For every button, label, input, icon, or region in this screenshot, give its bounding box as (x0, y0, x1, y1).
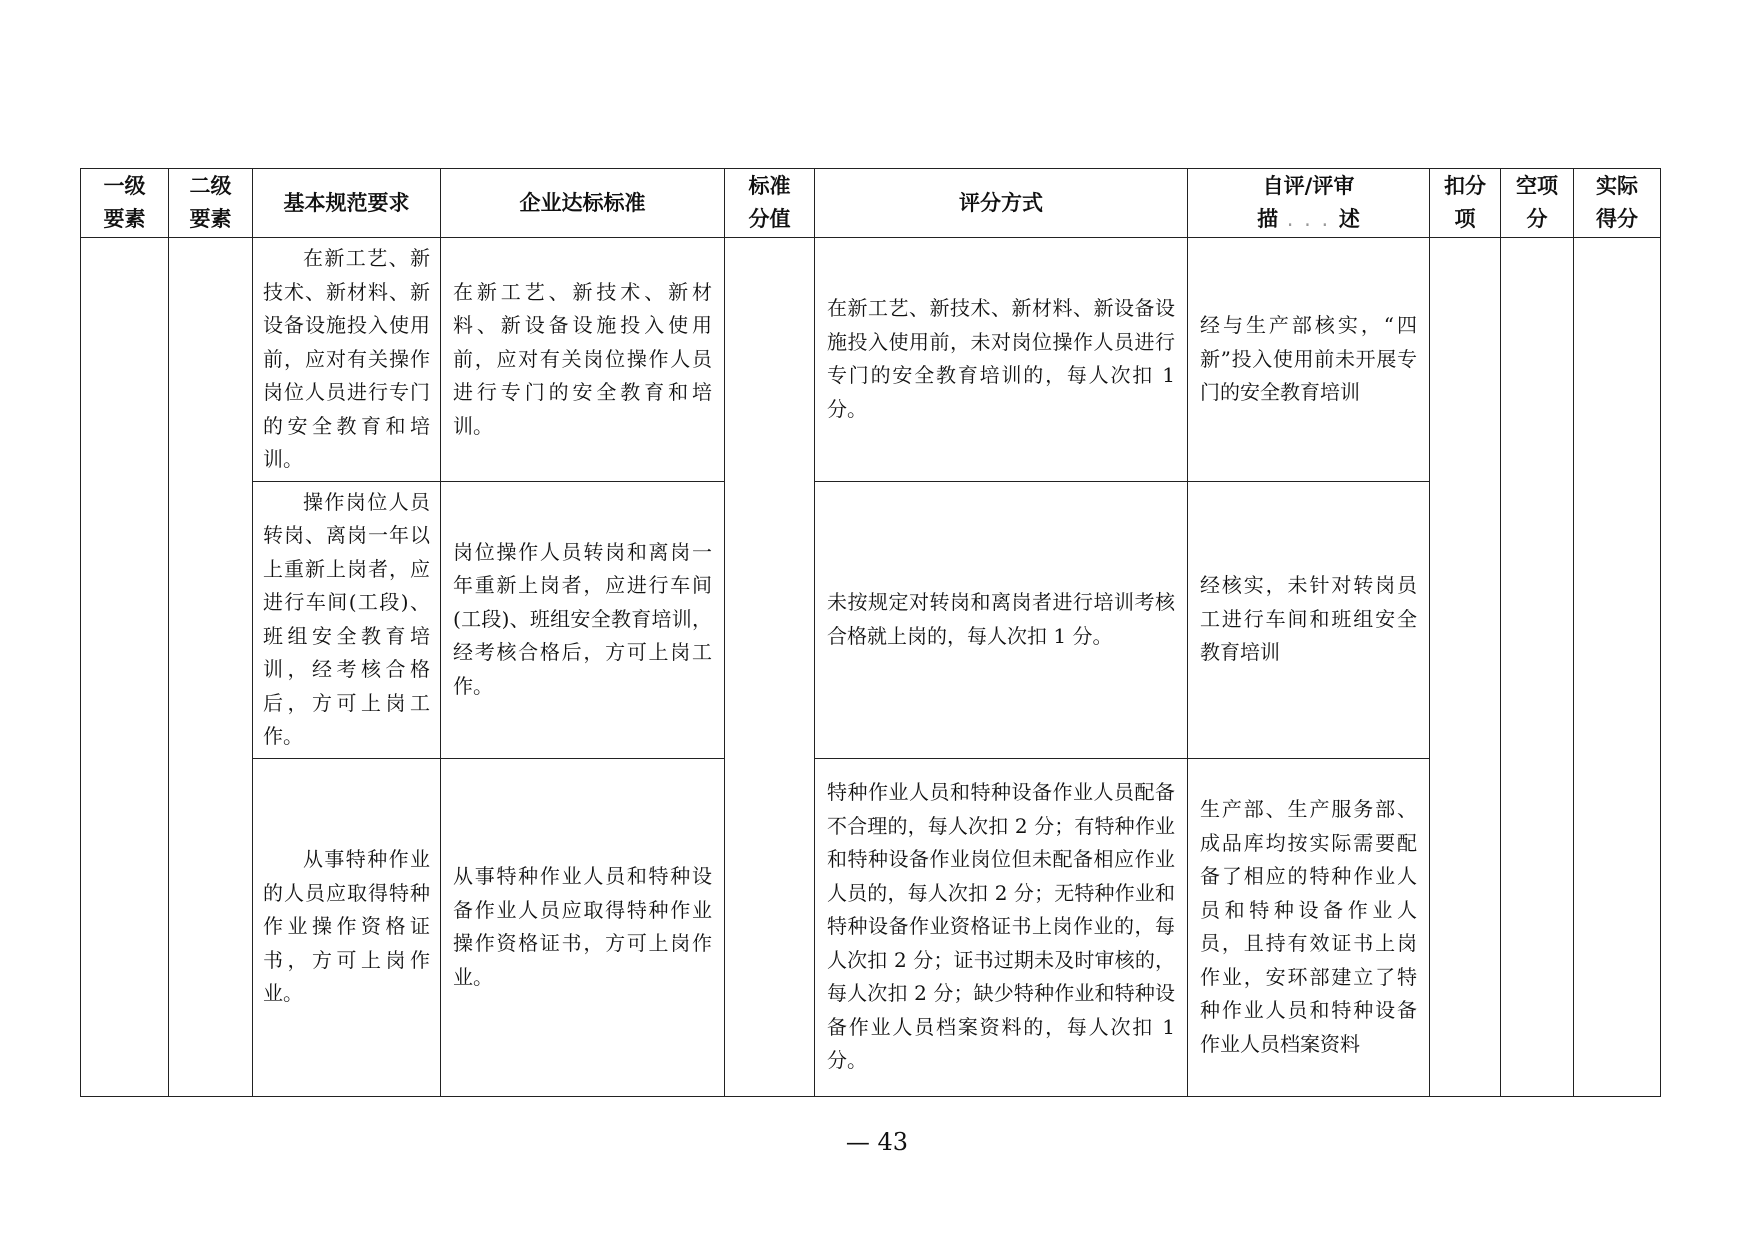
header-actual-score: 实际 得分 (1574, 169, 1661, 238)
header-deduction-item: 扣分 项 (1430, 169, 1501, 238)
header-score-value: 标准 分值 (725, 169, 815, 238)
basic-requirement-cell: 从事特种作业的人员应取得特种作业操作资格证书，方可上岗作业。 (253, 758, 441, 1096)
scoring-method-cell: 特种作业人员和特种设备作业人员配备不合理的，每人次扣 2 分；有特种作业和特种设备作业岗位但未配备相应作业人员的，每人次扣 2 分；无特种作业和特种设备作业资格证书上岗作业的，每人次扣 2 分；证书过期未及时审核的，每人次扣 2 分；缺少特种作业和特种设备作业人员档案资料的，每人次扣 1 分。 (815, 758, 1188, 1096)
table-row (81, 481, 1661, 758)
table-row (81, 238, 1661, 482)
header-enterprise-standard: 企业达标标准 (441, 169, 725, 238)
deduction-item-cell (1430, 238, 1501, 1097)
header-level2-element: 二级 要素 (169, 169, 253, 238)
table-header-row (81, 169, 1661, 238)
table-row (81, 758, 1661, 1096)
level1-element-cell (81, 238, 169, 1097)
evaluation-table (80, 168, 1661, 1097)
basic-requirement-cell: 在新工艺、新技术、新材料、新设备设施投入使用前，应对有关操作岗位人员进行专门的安全教育和培训。 (253, 238, 441, 482)
self-evaluation-cell: 经核实，未针对转岗员工进行车间和班组安全教育培训 (1188, 481, 1430, 758)
enterprise-standard-cell: 在新工艺、新技术、新材料、新设备设施投入使用前，应对有关岗位操作人员进行专门的安全教育和培训。 (441, 238, 725, 482)
header-scoring-method: 评分方式 (815, 169, 1188, 238)
enterprise-standard-cell: 岗位操作人员转岗和离岗一年重新上岗者，应进行车间(工段)、班组安全教育培训，经考核合格后，方可上岗工作。 (441, 481, 725, 758)
basic-requirement-cell: 操作岗位人员转岗、离岗一年以上重新上岗者，应进行车间(工段)、班组安全教育培训，经考核合格后，方可上岗工作。 (253, 481, 441, 758)
level2-element-cell (169, 238, 253, 1097)
header-self-evaluation: 自评/评审 描 . . . 述 (1188, 169, 1430, 238)
page-number: — 43 (845, 1128, 909, 1156)
enterprise-standard-cell: 从事特种作业人员和特种设备作业人员应取得特种作业操作资格证书，方可上岗作业。 (441, 758, 725, 1096)
header-blank-score: 空项 分 (1501, 169, 1574, 238)
blank-score-cell (1501, 238, 1574, 1097)
header-level1-element: 一级 要素 (81, 169, 169, 238)
header-basic-requirement: 基本规范要求 (253, 169, 441, 238)
scoring-method-cell: 未按规定对转岗和离岗者进行培训考核合格就上岗的，每人次扣 1 分。 (815, 481, 1188, 758)
scoring-method-cell: 在新工艺、新技术、新材料、新设备设施投入使用前，未对岗位操作人员进行专门的安全教育培训的，每人次扣 1 分。 (815, 238, 1188, 482)
self-evaluation-cell: 经与生产部核实，“四新”投入使用前未开展专门的安全教育培训 (1188, 238, 1430, 482)
self-evaluation-cell: 生产部、生产服务部、成品库均按实际需要配备了相应的特种作业人员和特种设备作业人员，且持有效证书上岗作业，安环部建立了特种作业人员和特种设备作业人员档案资料 (1188, 758, 1430, 1096)
score-value-cell (725, 238, 815, 1097)
spacer-dots: . . . (1278, 207, 1339, 231)
actual-score-cell (1574, 238, 1661, 1097)
